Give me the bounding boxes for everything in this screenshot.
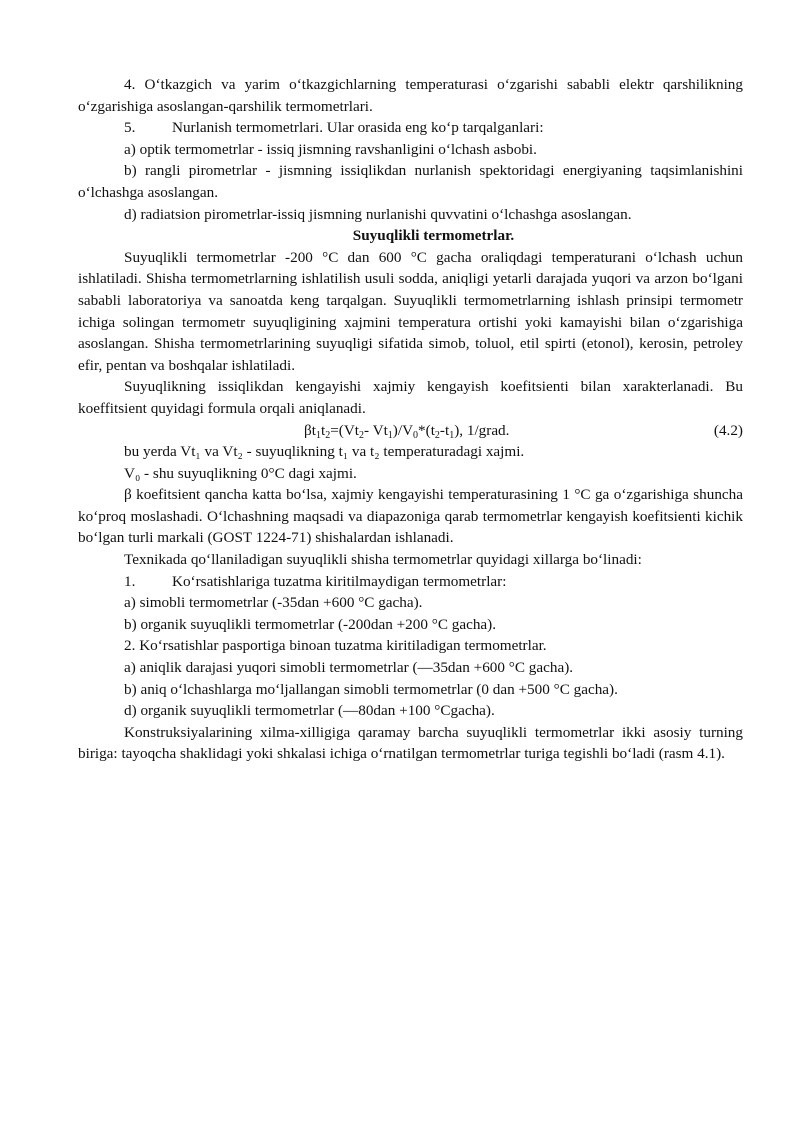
paragraph-thermometer-types: Texnikada qo‘llaniladigan suyuqlikli shisha termometrlar quyidagi xillarga bo‘linadi: (124, 551, 642, 569)
list-item-organic-corrected: d) organik suyuqlikli termometrlar (—80dan +100 °Cgacha). (124, 702, 495, 720)
list-item-radiation-thermometers (78, 117, 743, 139)
paragraph-v0-definition: V₀ - shu suyuqlikning 0°C dagi xajmi. (124, 464, 357, 482)
list-item-text: Ko‘rsatishlariga tuzatma kiritilmaydigan termometrlar: (172, 572, 507, 590)
list-item-mercury-thermometers: a) simobli termometrlar (-35dan +600 °C gacha). (124, 594, 423, 612)
list-item-organic-thermometers: b) organik suyuqlikli termometrlar (-200dan +200 °C gacha). (124, 615, 497, 633)
equation-number: (4.2) (713, 421, 743, 439)
expansion-formula: $\beta t_1t_2=(Vt_2-$ $Vt_1)/V_0*(t_2-t_1)$, 1/grad. (304, 421, 510, 441)
paragraph-liquid-thermometers-intro: Suyuqlikli termometrlar -200 °C dan 600 °C gacha oraliqdagi temperaturani o‘lchash uchun ishlatiladi. Shisha termometrlarning ishlatilish usuli sodda, aniqligi yetarli darajada yuqori va arzon bo‘lgani sababli laboratoriya va sanoatda keng tarqalgan. Suyuqlikli termometrlarning ishlash prinsipi termometr ichiga solingan termometr suyuqligining xajmini temperatura ortishi yoki kamayishi bilan o‘zgarishiga asoslangan. Shisha termometrlarining suyuqligi sifatida simob, toluol, etil spirti (etonol), kerosin, petroley efir, pentan va boshqalar ishlatiladi. (78, 248, 743, 374)
list-item-text: Nurlanish termometrlari. Ular orasida eng ko‘p tarqalganlari: (172, 119, 544, 137)
list-item-precise-mercury: b) aniq o‘lchashlarga mo‘ljallangan simobli termometrlar (0 dan +500 °C gacha). (124, 680, 618, 698)
list-item-optical-thermometers: a) optik termometrlar - issiq jismning ravshanligini o‘lchash asbobi. (124, 140, 537, 158)
section-heading: Suyuqlikli termometrlar. (352, 227, 515, 245)
paragraph-resistance-thermometers: 4. O‘tkazgich va yarim o‘tkazgichlarning temperaturasi o‘zgarishi sababli elektr qarshilikning o‘zgarishiga asoslangan-qarshilik termometrlari. (78, 76, 743, 115)
list-number: 1. (124, 572, 136, 590)
paragraph-volume-definition: bu yerda Vt₁ va Vt₂ - suyuqlikning t₁ va t₂ temperaturadagi xajmi. (124, 443, 525, 461)
paragraph-radiation-pyrometers: d) radiatsion pirometrlar-issiq jismning nurlanishi quvvatini o‘lchashga asoslangan. (124, 205, 632, 223)
formula-line (78, 420, 743, 442)
paragraph-construction-types: Konstruksiyalarining xilma-xilligiga qaramay barcha suyuqlikli termometrlar ikki asosiy turning biriga: tayoqcha shaklidagi yoki shkalasi ichiga o‘rnatilgan termometrlar turiga tegishli bo‘ladi (rasm 4.1). (78, 723, 743, 763)
list-item-high-precision-mercury: a) aniqlik darajasi yuqori simobli termometrlar (—35dan +600 °C gacha). (124, 659, 574, 677)
paragraph-beta-coefficient: β koefitsient qancha katta bo‘lsa, xajmiy kengayishi temperaturasining 1 °C ga o‘zgarishiga shuncha ko‘proq moslashadi. O‘lchashning maqsadi va diapazoniga qarab termometrlar kengayish koefitsienti kichik bo‘lgan turli markali (GOST 1224-71) shishalardan ishlanadi. (78, 486, 743, 547)
list-number: 5. (124, 119, 136, 137)
list-item-corrected-thermometers: 2. Ko‘rsatishlar pasportiga binoan tuzatma kiritiladigan termometrlar. (124, 637, 547, 655)
paragraph-color-pyrometers: b) rangli pirometrlar - jismning issiqlikdan nurlanish spektoridagi energiyaning taqsimlanishini o‘lchashga asoslangan. (78, 162, 743, 201)
list-item-uncorrected-thermometers (78, 571, 743, 593)
paragraph-expansion-coefficient: Suyuqlikning issiqlikdan kengayishi xajmiy kengayish koefitsienti bilan xarakterlanadi. Bu koeffitsient quyidagi formula orqali aniqlanadi. (78, 378, 743, 417)
document-body (78, 74, 743, 765)
